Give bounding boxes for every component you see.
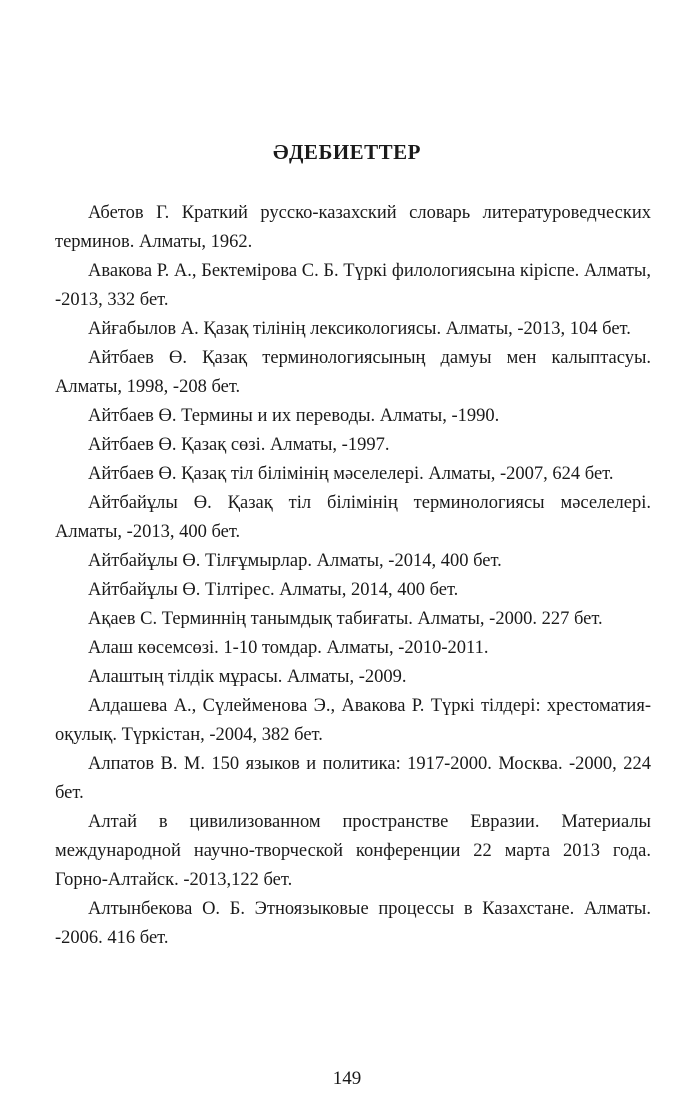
reference-item: Айтбаев Ө. Қазақ сөзі. Алматы, -1997. bbox=[88, 435, 390, 455]
reference-item: Айтбайұлы Ө. Тілғұмырлар. Алматы, -2014, 400 бет. bbox=[88, 551, 502, 571]
reference-list bbox=[55, 199, 651, 953]
reference-item: Айғабылов А. Қазақ тілінің лексикологиясы. Алматы, -2013, 104 бет. bbox=[88, 319, 631, 339]
reference-item: Айтбайұлы Ө. Тілтірес. Алматы, 2014, 400 бет. bbox=[88, 580, 459, 600]
reference-item: Авакова Р. А., Бектемірова С. Б. Түркі филологиясына кіріспе. Алматы, -2013, 332 бет. bbox=[55, 261, 651, 310]
reference-item: Алтынбекова О. Б. Этноязыковые процессы в Казахстане. Алматы. -2006. 416 бет. bbox=[55, 899, 651, 948]
reference-item: Алаштың тілдік мұрасы. Алматы, -2009. bbox=[88, 667, 407, 687]
reference-item: Алдашева А., Сүлейменова Э., Авакова Р. Түркі тілдері: хрестоматия-оқулық. Түркістан, -2004, 382 бет. bbox=[55, 696, 651, 745]
section-heading: ӘДЕБИЕТТЕР bbox=[272, 140, 422, 164]
reference-item: Алпатов В. М. 150 языков и политика: 1917-2000. Москва. -2000, 224 бет. bbox=[55, 754, 651, 803]
page-number: 149 bbox=[332, 1068, 362, 1089]
reference-item: Алтай в цивилизованном пространстве Евразии. Материалы международной научно-творческой конференции 22 марта 2013 года. Горно-Алтайск. -2013,122 бет. bbox=[55, 812, 651, 890]
reference-item: Айтбаев Ө. Термины и их переводы. Алматы, -1990. bbox=[88, 406, 500, 426]
reference-item: Алаш көсемсөзі. 1-10 томдар. Алматы, -2010-2011. bbox=[88, 638, 489, 658]
reference-item: Айтбаев Ө. Қазақ терминологиясының дамуы мен калыптасуы. Алматы, 1998, -208 бет. bbox=[55, 348, 651, 397]
reference-item: Айтбаев Ө. Қазақ тіл білімінің мәселелері. Алматы, -2007, 624 бет. bbox=[88, 464, 614, 484]
reference-item: Абетов Г. Краткий русско-казахский словарь литературоведческих терминов. Алматы, 1962. bbox=[55, 203, 651, 252]
reference-item: Ақаев С. Терминнің танымдық табиғаты. Алматы, -2000. 227 бет. bbox=[88, 609, 603, 629]
reference-item: Айтбайұлы Ө. Қазақ тіл білімінің терминологиясы мәселелері. Алматы, -2013, 400 бет. bbox=[55, 493, 651, 542]
